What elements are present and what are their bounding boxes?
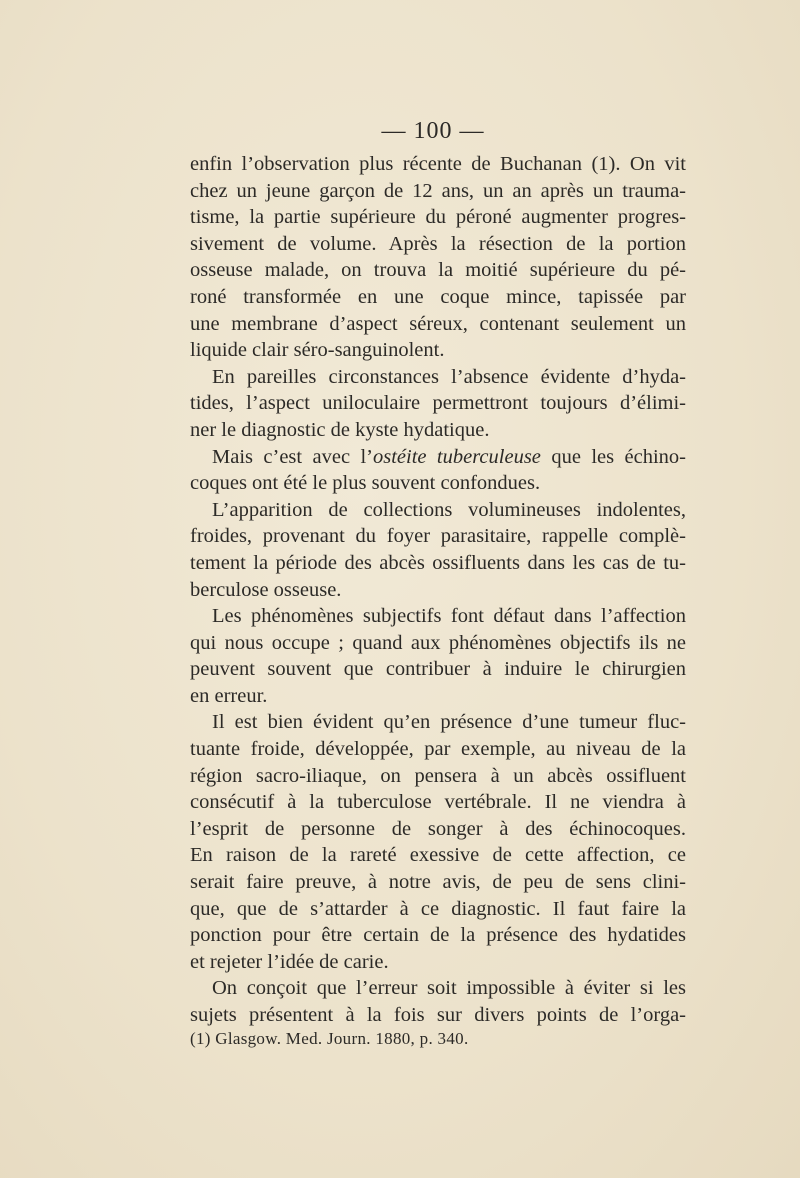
text-line: peuvent souvent que contribuer à induire le chirurgien: [190, 658, 686, 681]
text-line: et rejeter l’idée de carie.: [190, 950, 389, 973]
text-line: ponction pour être certain de la présence des hydatides: [190, 924, 686, 947]
text-line: coques ont été le plus souvent confondues.: [190, 472, 541, 495]
text-line: tement la période des abcès ossifluents dans les cas de tu-: [190, 551, 686, 574]
text-line: Il est bien évident qu’en présence d’une tumeur fluc-: [212, 711, 686, 734]
body-text: [190, 151, 686, 1029]
footnote: (1) Glasgow. Med. Journ. 1880, p. 340.: [190, 1029, 469, 1048]
text-line: On conçoit que l’erreur soit impossible à éviter si les: [212, 977, 686, 1000]
text-line: région sacro-iliaque, on pensera à un abcès ossifluent: [190, 764, 686, 787]
text-line: roné transformée en une coque mince, tapissée par: [190, 285, 686, 308]
text-line: sujets présentent à la fois sur divers points de l’orga-: [190, 1004, 686, 1026]
text-line: consécutif à la tuberculose vertébrale. Il ne viendra à: [190, 791, 686, 814]
text-line: que, que de s’attarder à ce diagnostic. Il faut faire la: [190, 897, 686, 920]
text-line: qui nous occupe ; quand aux phénomènes objectifs ils ne: [190, 631, 686, 654]
text-line: osseuse malade, on trouva la moitié supérieure du pé-: [190, 259, 686, 282]
text-line: Les phénomènes subjectifs font défaut dans l’affection: [212, 605, 686, 628]
text-line: liquide clair séro-sanguinolent.: [190, 339, 445, 362]
text-line: chez un jeune garçon de 12 ans, un an après un trauma-: [190, 179, 686, 202]
text-line: ner le diagnostic de kyste hydatique.: [190, 418, 490, 441]
text-line: sivement de volume. Après la résection de la portion: [190, 232, 686, 255]
emphasis: ostéite tuberculeuse: [373, 445, 541, 468]
text-line: en erreur.: [190, 684, 268, 707]
text-line: En pareilles circonstances l’absence évidente d’hyda-: [212, 365, 686, 388]
text-line: tides, l’aspect uniloculaire permettront toujours d’élimi-: [190, 392, 686, 415]
page-number: — 100 —: [381, 118, 485, 144]
text-line: En raison de la rareté exessive de cette affection, ce: [190, 844, 686, 867]
text-line: tuante froide, développée, par exemple, au niveau de la: [190, 738, 686, 761]
text-line: tisme, la partie supérieure du péroné augmenter progres-: [190, 206, 686, 229]
text-line: Mais c’est avec l’ostéite tuberculeuse que les échino-: [212, 445, 686, 468]
text-line: une membrane d’aspect séreux, contenant seulement un: [190, 312, 686, 335]
text-line: l’esprit de personne de songer à des échinocoques.: [190, 817, 686, 840]
text-line: berculose osseuse.: [190, 578, 342, 601]
text-line: enfin l’observation plus récente de Buchanan (1). On vit: [190, 153, 686, 175]
text-line: serait faire preuve, à notre avis, de peu de sens clini-: [190, 871, 686, 894]
text-line: froides, provenant du foyer parasitaire, rappelle complè-: [190, 525, 686, 548]
text-line: L’apparition de collections volumineuses indolentes,: [212, 498, 686, 521]
